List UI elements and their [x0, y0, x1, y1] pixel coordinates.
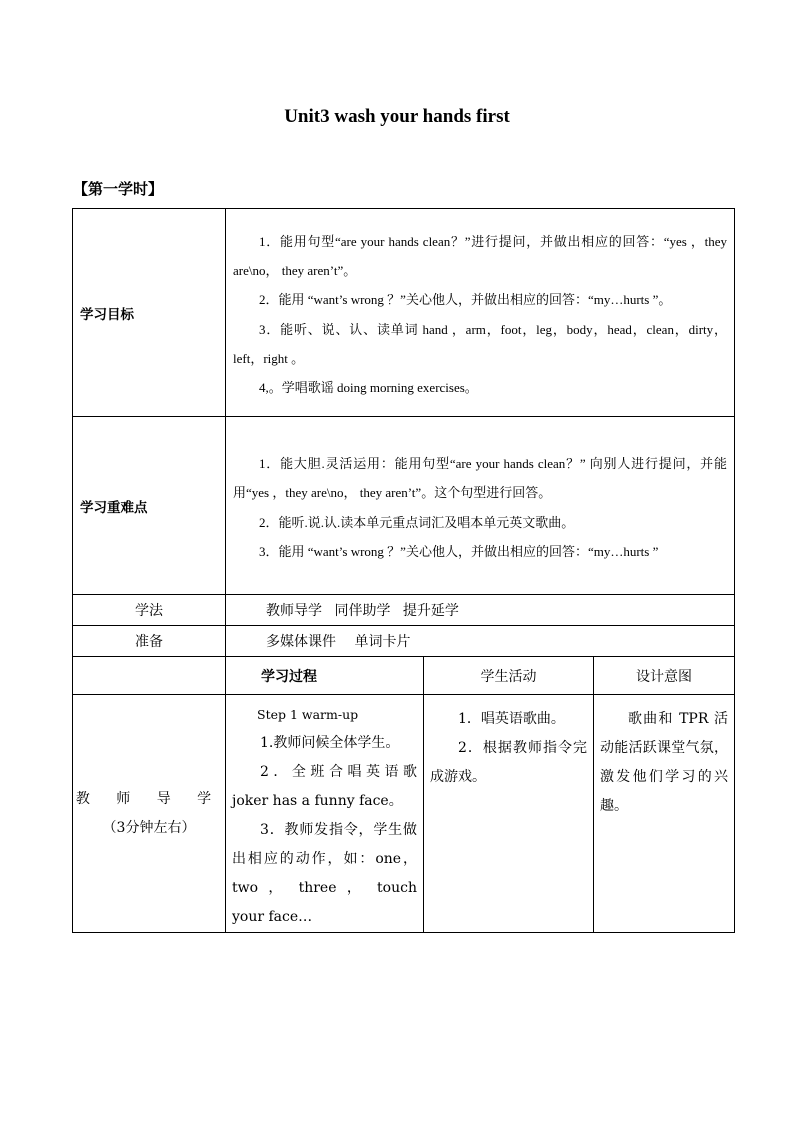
key-point-item: 3．能用 “want’s wrong ？”关心他人，并做出相应的回答：“my…hurts ”	[259, 543, 659, 559]
preparation-row	[73, 626, 735, 657]
method-row	[73, 595, 735, 626]
process-step: 1.教师问候全体学生。	[260, 735, 400, 751]
preparation-label: 准备	[73, 626, 226, 657]
student-activity-header: 学生活动	[424, 657, 594, 695]
objective-item: 1．能用句型“are your hands clean？”进行提问，并做出相应的回答：“yes ，they are\no， they aren’t”。	[233, 233, 727, 279]
objective-item: 3．能听、说、认、读单词 hand ，arm，foot，leg，body，head，clean，dirty，left，right 。	[233, 321, 727, 366]
preparation-value: 多媒体课件 单词卡片	[226, 626, 735, 657]
key-point-item: 2．能听.说.认.读本单元重点词汇及唱本单元英文歌曲。	[259, 514, 575, 530]
process-step: 2．全班合唱英语歌 joker has a funny face。	[232, 764, 417, 809]
student-activity-item: 2．根据教师指令完成游戏。	[430, 740, 587, 785]
method-value: 教师导学 同伴助学 提升延学	[226, 595, 735, 626]
teacher-guide-label: 教 师 导 学	[75, 790, 223, 807]
process-header-blank	[73, 657, 226, 695]
process-header: 学习过程	[226, 657, 424, 695]
document-title: Unit3 wash your hands first	[284, 106, 510, 127]
lesson-plan-table	[72, 208, 735, 933]
design-intent-text: 歌曲和 TPR 活动能活跃课堂气氛，激发他们学习的兴趣。	[600, 711, 728, 814]
teacher-guide-duration: （3分钟左右）	[102, 819, 196, 836]
teacher-guide-label-cell	[73, 695, 226, 933]
objectives-label: 学习目标	[73, 209, 226, 417]
design-intent-cell	[594, 695, 735, 933]
objective-item: 4,。学唱歌谣 doing morning exercises。	[259, 379, 478, 395]
design-intent-header: 设计意图	[594, 657, 735, 695]
section-heading: 【第一学时】	[73, 180, 164, 198]
teacher-process-cell	[226, 695, 424, 933]
key-points-label: 学习重难点	[73, 417, 226, 595]
student-activity-item: 1．唱英语歌曲。	[458, 711, 565, 727]
key-points-row	[73, 417, 735, 595]
key-point-item: 1．能大胆.灵活运用：能用句型“are your hands clean？” 向别人进行提问，并能用“yes ，they are\no， they aren’t”。这个句型进行回答。	[233, 456, 727, 501]
key-points-content	[226, 417, 735, 595]
objectives-row	[73, 209, 735, 417]
process-step: 3．教师发指令，学生做出相应的动作，如：one，two ， three ， touch your face…	[232, 822, 417, 925]
method-label: 学法	[73, 595, 226, 626]
process-step-title: Step 1 warm-up	[257, 707, 359, 722]
objectives-content	[226, 209, 735, 417]
process-header-row	[73, 657, 735, 695]
student-activity-cell	[424, 695, 594, 933]
objective-item: 2．能用 “want’s wrong ？”关心他人，并做出相应的回答：“my…hurts ”。	[259, 292, 672, 308]
teacher-guide-row	[73, 695, 735, 933]
